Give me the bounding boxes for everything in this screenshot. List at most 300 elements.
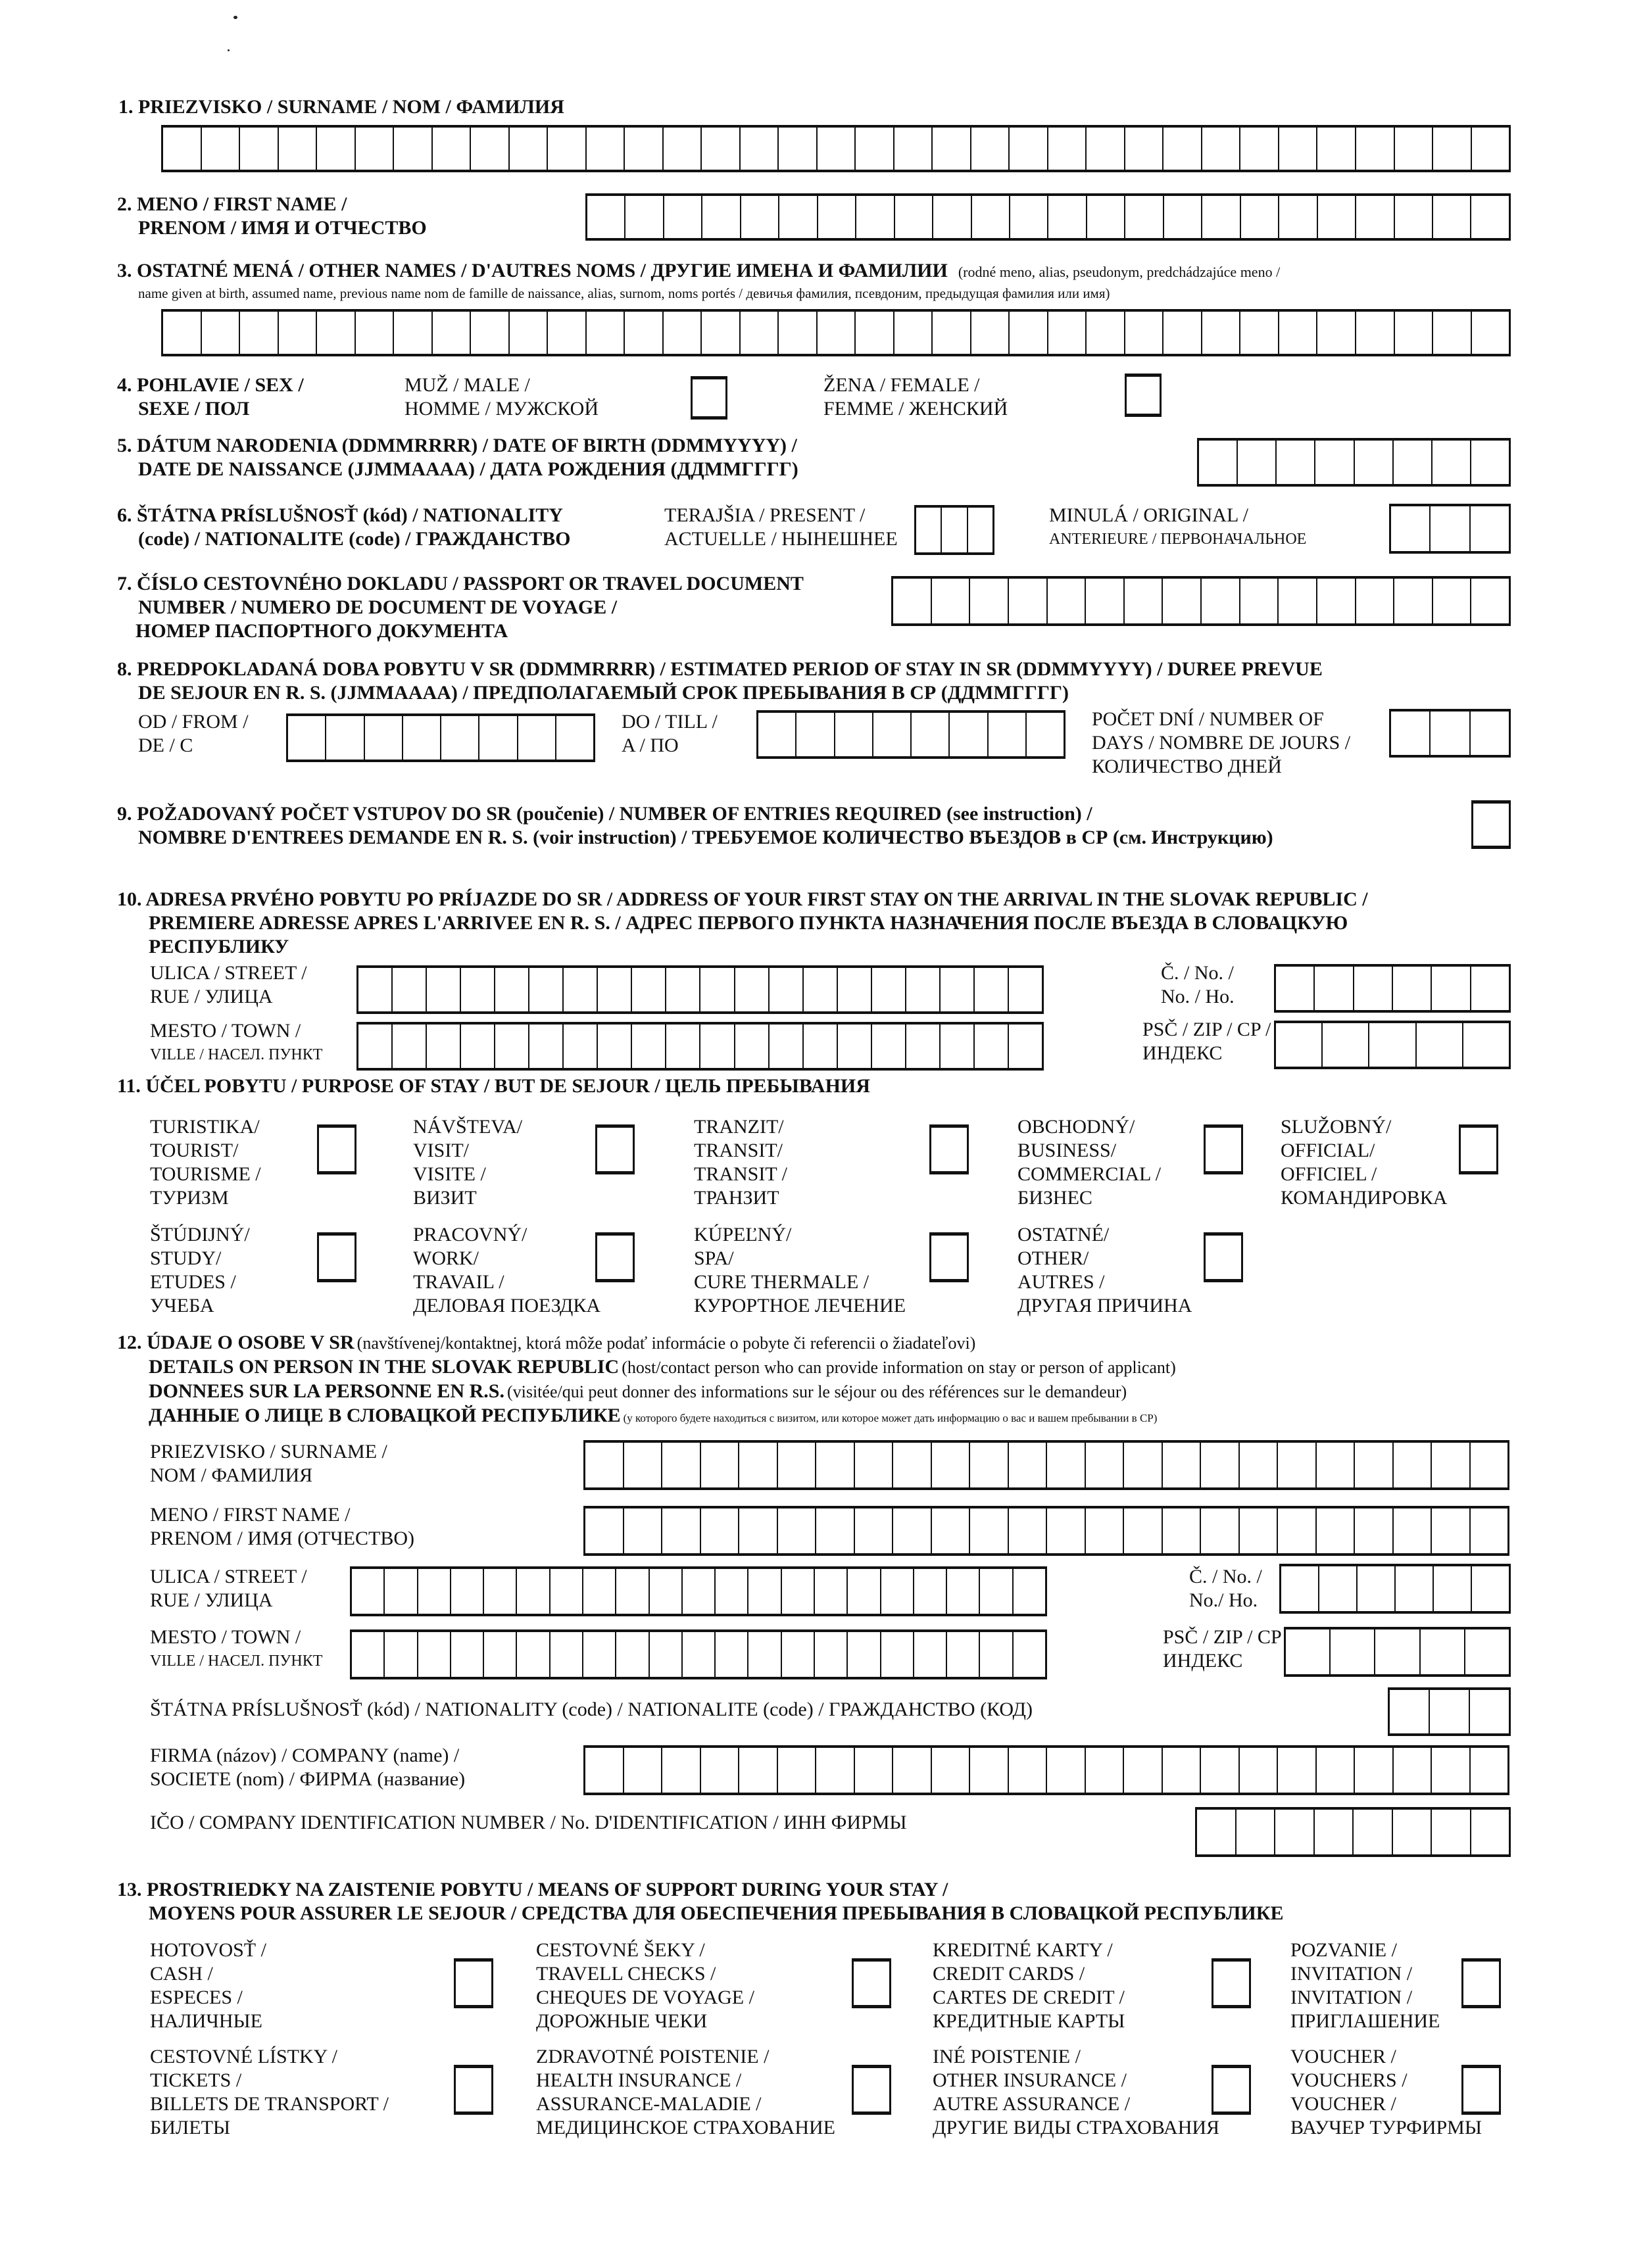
character-cell[interactable]	[616, 1632, 649, 1677]
character-cell[interactable]	[932, 579, 971, 623]
character-cell[interactable]	[352, 1569, 385, 1614]
character-cell[interactable]	[1240, 128, 1279, 170]
character-cell[interactable]	[1202, 128, 1241, 170]
character-cell[interactable]	[1317, 1443, 1356, 1487]
character-cell[interactable]	[1201, 1508, 1240, 1553]
character-cell[interactable]	[461, 968, 495, 1011]
first-stay-street-input[interactable]	[356, 965, 1044, 1014]
character-cell[interactable]	[856, 128, 894, 170]
character-cell[interactable]	[1471, 196, 1508, 238]
character-cell[interactable]	[1125, 128, 1164, 170]
character-cell[interactable]	[971, 312, 1010, 354]
character-cell[interactable]	[816, 1443, 855, 1487]
character-cell[interactable]	[1393, 967, 1432, 1010]
support-checkbox[interactable]	[454, 1958, 493, 2008]
character-cell[interactable]	[365, 716, 403, 760]
support-checkbox[interactable]	[454, 2065, 493, 2115]
character-cell[interactable]	[818, 196, 856, 238]
character-cell[interactable]	[1125, 196, 1163, 238]
first-stay-house-number-input[interactable]	[1274, 964, 1511, 1013]
character-cell[interactable]	[1317, 128, 1356, 170]
character-cell[interactable]	[1027, 713, 1064, 756]
other-names-input[interactable]	[161, 309, 1511, 356]
character-cell[interactable]	[1319, 1566, 1358, 1611]
character-cell[interactable]	[1199, 441, 1238, 484]
character-cell[interactable]	[1202, 312, 1241, 354]
support-checkbox[interactable]	[852, 2065, 891, 2115]
character-cell[interactable]	[1086, 1748, 1125, 1793]
character-cell[interactable]	[941, 968, 975, 1011]
character-cell[interactable]	[1087, 128, 1125, 170]
character-cell[interactable]	[461, 1025, 495, 1068]
character-cell[interactable]	[1086, 1443, 1125, 1487]
first-name-input[interactable]	[585, 193, 1511, 241]
character-cell[interactable]	[1163, 128, 1202, 170]
character-cell[interactable]	[1164, 196, 1202, 238]
character-cell[interactable]	[947, 1569, 980, 1614]
character-cell[interactable]	[1124, 1443, 1163, 1487]
character-cell[interactable]	[1358, 1566, 1396, 1611]
character-cell[interactable]	[564, 1025, 598, 1068]
character-cell[interactable]	[1276, 1023, 1323, 1067]
character-cell[interactable]	[1163, 1748, 1202, 1793]
character-cell[interactable]	[495, 1025, 529, 1068]
character-cell[interactable]	[1394, 1748, 1433, 1793]
character-cell[interactable]	[163, 128, 202, 170]
character-cell[interactable]	[624, 1443, 663, 1487]
character-cell[interactable]	[1009, 579, 1048, 623]
character-cell[interactable]	[451, 1632, 484, 1677]
character-cell[interactable]	[664, 196, 702, 238]
character-cell[interactable]	[202, 312, 241, 354]
character-cell[interactable]	[1433, 196, 1471, 238]
character-cell[interactable]	[479, 716, 518, 760]
character-cell[interactable]	[1281, 1566, 1319, 1611]
character-cell[interactable]	[548, 128, 587, 170]
character-cell[interactable]	[1014, 1569, 1045, 1614]
character-cell[interactable]	[1087, 196, 1125, 238]
character-cell[interactable]	[971, 128, 1010, 170]
character-cell[interactable]	[556, 716, 593, 760]
character-cell[interactable]	[471, 312, 510, 354]
character-cell[interactable]	[1278, 1443, 1317, 1487]
character-cell[interactable]	[624, 1748, 663, 1793]
character-cell[interactable]	[1317, 579, 1356, 623]
stay-till-date-input[interactable]	[756, 710, 1065, 759]
character-cell[interactable]	[1356, 312, 1395, 354]
character-cell[interactable]	[1472, 312, 1509, 354]
character-cell[interactable]	[1395, 196, 1433, 238]
character-cell[interactable]	[818, 128, 856, 170]
character-cell[interactable]	[916, 508, 942, 552]
character-cell[interactable]	[815, 1569, 848, 1614]
original-nationality-input[interactable]	[1389, 504, 1511, 554]
character-cell[interactable]	[804, 968, 838, 1011]
character-cell[interactable]	[510, 312, 549, 354]
character-cell[interactable]	[778, 1508, 817, 1553]
character-cell[interactable]	[970, 579, 1009, 623]
character-cell[interactable]	[741, 128, 779, 170]
character-cell[interactable]	[970, 1748, 1009, 1793]
character-cell[interactable]	[451, 1569, 484, 1614]
character-cell[interactable]	[1124, 1508, 1163, 1553]
character-cell[interactable]	[279, 128, 318, 170]
character-cell[interactable]	[632, 968, 666, 1011]
character-cell[interactable]	[741, 312, 779, 354]
character-cell[interactable]	[1163, 1443, 1202, 1487]
character-cell[interactable]	[1421, 1629, 1465, 1674]
character-cell[interactable]	[385, 1632, 418, 1677]
male-checkbox[interactable]	[691, 376, 727, 420]
character-cell[interactable]	[317, 128, 356, 170]
character-cell[interactable]	[358, 1025, 393, 1068]
character-cell[interactable]	[598, 968, 632, 1011]
character-cell[interactable]	[1430, 1690, 1470, 1733]
character-cell[interactable]	[1048, 312, 1087, 354]
character-cell[interactable]	[1431, 506, 1470, 551]
character-cell[interactable]	[700, 1025, 735, 1068]
character-cell[interactable]	[782, 1632, 815, 1677]
character-cell[interactable]	[739, 1508, 778, 1553]
character-cell[interactable]	[1279, 128, 1318, 170]
character-cell[interactable]	[716, 1569, 748, 1614]
character-cell[interactable]	[517, 1632, 550, 1677]
present-nationality-input[interactable]	[914, 505, 994, 555]
support-checkbox[interactable]	[1212, 1958, 1251, 2008]
character-cell[interactable]	[1417, 1023, 1463, 1067]
purpose-checkbox[interactable]	[317, 1232, 356, 1282]
character-cell[interactable]	[1394, 441, 1433, 484]
character-cell[interactable]	[1125, 579, 1163, 623]
character-cell[interactable]	[358, 968, 393, 1011]
character-cell[interactable]	[1355, 1748, 1394, 1793]
character-cell[interactable]	[1202, 196, 1240, 238]
character-cell[interactable]	[1279, 312, 1318, 354]
character-cell[interactable]	[906, 1025, 941, 1068]
character-cell[interactable]	[288, 716, 326, 760]
character-cell[interactable]	[881, 1632, 914, 1677]
character-cell[interactable]	[1323, 1023, 1369, 1067]
character-cell[interactable]	[968, 508, 992, 552]
character-cell[interactable]	[1237, 1810, 1276, 1854]
character-cell[interactable]	[932, 1443, 971, 1487]
character-cell[interactable]	[739, 1443, 778, 1487]
character-cell[interactable]	[856, 312, 894, 354]
character-cell[interactable]	[1201, 1748, 1240, 1793]
character-cell[interactable]	[894, 128, 933, 170]
character-cell[interactable]	[1009, 1748, 1048, 1793]
character-cell[interactable]	[893, 579, 932, 623]
character-cell[interactable]	[664, 128, 702, 170]
character-cell[interactable]	[893, 1748, 932, 1793]
character-cell[interactable]	[1394, 1508, 1433, 1553]
character-cell[interactable]	[1395, 128, 1434, 170]
character-cell[interactable]	[1009, 1025, 1042, 1068]
character-cell[interactable]	[1434, 1566, 1472, 1611]
character-cell[interactable]	[1240, 312, 1279, 354]
character-cell[interactable]	[1331, 1629, 1375, 1674]
character-cell[interactable]	[980, 1632, 1013, 1677]
character-cell[interactable]	[906, 968, 941, 1011]
character-cell[interactable]	[1197, 1810, 1237, 1854]
character-cell[interactable]	[587, 196, 625, 238]
character-cell[interactable]	[735, 968, 770, 1011]
purpose-checkbox[interactable]	[1459, 1124, 1498, 1174]
support-checkbox[interactable]	[1461, 2065, 1501, 2115]
character-cell[interactable]	[894, 312, 933, 354]
character-cell[interactable]	[625, 312, 664, 354]
character-cell[interactable]	[701, 1443, 740, 1487]
character-cell[interactable]	[895, 196, 933, 238]
character-cell[interactable]	[1354, 967, 1393, 1010]
character-cell[interactable]	[1394, 579, 1433, 623]
character-cell[interactable]	[393, 968, 427, 1011]
character-cell[interactable]	[662, 1748, 701, 1793]
contact-nationality-input[interactable]	[1388, 1687, 1511, 1736]
character-cell[interactable]	[1375, 1629, 1420, 1674]
character-cell[interactable]	[529, 1025, 564, 1068]
character-cell[interactable]	[1009, 968, 1042, 1011]
character-cell[interactable]	[702, 312, 741, 354]
character-cell[interactable]	[975, 968, 1009, 1011]
character-cell[interactable]	[1086, 1508, 1125, 1553]
character-cell[interactable]	[779, 312, 818, 354]
character-cell[interactable]	[700, 968, 735, 1011]
character-cell[interactable]	[624, 1508, 663, 1553]
character-cell[interactable]	[1395, 312, 1434, 354]
character-cell[interactable]	[702, 196, 741, 238]
character-cell[interactable]	[664, 312, 702, 354]
character-cell[interactable]	[1048, 579, 1087, 623]
character-cell[interactable]	[394, 312, 433, 354]
purpose-checkbox[interactable]	[1204, 1124, 1243, 1174]
character-cell[interactable]	[933, 312, 971, 354]
character-cell[interactable]	[941, 1025, 975, 1068]
character-cell[interactable]	[1394, 1443, 1433, 1487]
character-cell[interactable]	[585, 1748, 624, 1793]
character-cell[interactable]	[1317, 1748, 1356, 1793]
support-checkbox[interactable]	[852, 1958, 891, 2008]
character-cell[interactable]	[716, 1632, 748, 1677]
number-of-days-input[interactable]	[1389, 709, 1511, 758]
purpose-checkbox[interactable]	[929, 1124, 969, 1174]
character-cell[interactable]	[1472, 1566, 1509, 1611]
character-cell[interactable]	[625, 128, 664, 170]
contact-surname-input[interactable]	[583, 1440, 1509, 1490]
character-cell[interactable]	[1356, 196, 1394, 238]
character-cell[interactable]	[932, 1508, 971, 1553]
character-cell[interactable]	[202, 128, 241, 170]
female-checkbox[interactable]	[1125, 374, 1162, 417]
character-cell[interactable]	[394, 128, 433, 170]
character-cell[interactable]	[1010, 312, 1048, 354]
character-cell[interactable]	[495, 968, 529, 1011]
stay-from-date-input[interactable]	[286, 713, 595, 762]
character-cell[interactable]	[441, 716, 479, 760]
character-cell[interactable]	[393, 1025, 427, 1068]
character-cell[interactable]	[1278, 1748, 1317, 1793]
character-cell[interactable]	[1047, 1508, 1086, 1553]
character-cell[interactable]	[855, 1748, 894, 1793]
character-cell[interactable]	[778, 1748, 817, 1793]
character-cell[interactable]	[484, 1569, 517, 1614]
character-cell[interactable]	[1433, 312, 1472, 354]
character-cell[interactable]	[1471, 1748, 1508, 1793]
character-cell[interactable]	[933, 128, 971, 170]
character-cell[interactable]	[518, 716, 556, 760]
character-cell[interactable]	[517, 1569, 550, 1614]
character-cell[interactable]	[1463, 1023, 1509, 1067]
passport-number-input[interactable]	[891, 576, 1511, 626]
character-cell[interactable]	[1277, 441, 1315, 484]
entries-required-input[interactable]	[1471, 800, 1511, 849]
character-cell[interactable]	[912, 713, 950, 756]
character-cell[interactable]	[1315, 967, 1354, 1010]
character-cell[interactable]	[1369, 1023, 1416, 1067]
character-cell[interactable]	[1010, 196, 1048, 238]
character-cell[interactable]	[873, 713, 912, 756]
date-of-birth-input[interactable]	[1197, 438, 1511, 487]
character-cell[interactable]	[1433, 128, 1472, 170]
character-cell[interactable]	[666, 1025, 700, 1068]
character-cell[interactable]	[1240, 1748, 1279, 1793]
character-cell[interactable]	[1238, 441, 1277, 484]
character-cell[interactable]	[816, 1508, 855, 1553]
character-cell[interactable]	[1432, 1443, 1471, 1487]
character-cell[interactable]	[427, 1025, 461, 1068]
character-cell[interactable]	[1009, 1443, 1048, 1487]
character-cell[interactable]	[881, 1569, 914, 1614]
character-cell[interactable]	[980, 1569, 1013, 1614]
character-cell[interactable]	[739, 1748, 778, 1793]
character-cell[interactable]	[972, 196, 1010, 238]
character-cell[interactable]	[1355, 1443, 1394, 1487]
character-cell[interactable]	[650, 1632, 683, 1677]
character-cell[interactable]	[317, 312, 356, 354]
character-cell[interactable]	[1163, 579, 1202, 623]
purpose-checkbox[interactable]	[929, 1232, 969, 1282]
character-cell[interactable]	[662, 1443, 701, 1487]
character-cell[interactable]	[1354, 1810, 1393, 1854]
character-cell[interactable]	[1356, 128, 1395, 170]
character-cell[interactable]	[816, 1748, 855, 1793]
character-cell[interactable]	[942, 508, 967, 552]
character-cell[interactable]	[1391, 712, 1431, 755]
contact-first-name-input[interactable]	[583, 1506, 1509, 1556]
character-cell[interactable]	[548, 312, 587, 354]
character-cell[interactable]	[815, 1632, 848, 1677]
character-cell[interactable]	[1163, 312, 1202, 354]
character-cell[interactable]	[1472, 128, 1509, 170]
character-cell[interactable]	[662, 1508, 701, 1553]
character-cell[interactable]	[848, 1632, 881, 1677]
character-cell[interactable]	[1241, 196, 1279, 238]
character-cell[interactable]	[970, 1443, 1009, 1487]
character-cell[interactable]	[683, 1569, 716, 1614]
character-cell[interactable]	[1390, 1690, 1430, 1733]
character-cell[interactable]	[1009, 1508, 1048, 1553]
character-cell[interactable]	[758, 713, 796, 756]
character-cell[interactable]	[1048, 128, 1087, 170]
character-cell[interactable]	[782, 1569, 815, 1614]
character-cell[interactable]	[1286, 1629, 1331, 1674]
character-cell[interactable]	[352, 1632, 385, 1677]
character-cell[interactable]	[587, 128, 625, 170]
character-cell[interactable]	[433, 128, 472, 170]
character-cell[interactable]	[1047, 1443, 1086, 1487]
character-cell[interactable]	[385, 1569, 418, 1614]
character-cell[interactable]	[427, 968, 461, 1011]
character-cell[interactable]	[855, 1443, 894, 1487]
character-cell[interactable]	[1391, 506, 1431, 551]
character-cell[interactable]	[356, 128, 395, 170]
contact-zip-input[interactable]	[1284, 1627, 1511, 1677]
character-cell[interactable]	[804, 1025, 838, 1068]
character-cell[interactable]	[1393, 1810, 1433, 1854]
contact-house-number-input[interactable]	[1279, 1564, 1511, 1614]
character-cell[interactable]	[818, 312, 856, 354]
character-cell[interactable]	[1279, 579, 1317, 623]
character-cell[interactable]	[529, 968, 564, 1011]
character-cell[interactable]	[564, 968, 598, 1011]
character-cell[interactable]	[1432, 1810, 1471, 1854]
character-cell[interactable]	[1202, 579, 1240, 623]
character-cell[interactable]	[1471, 441, 1509, 484]
character-cell[interactable]	[989, 713, 1027, 756]
surname-input[interactable]	[161, 125, 1511, 172]
character-cell[interactable]	[741, 196, 779, 238]
character-cell[interactable]	[914, 1632, 947, 1677]
character-cell[interactable]	[872, 968, 906, 1011]
character-cell[interactable]	[279, 312, 318, 354]
character-cell[interactable]	[1433, 441, 1471, 484]
character-cell[interactable]	[1086, 579, 1125, 623]
character-cell[interactable]	[970, 1508, 1009, 1553]
support-checkbox[interactable]	[1212, 2065, 1251, 2115]
first-stay-zip-input[interactable]	[1274, 1021, 1511, 1069]
purpose-checkbox[interactable]	[317, 1124, 356, 1174]
character-cell[interactable]	[748, 1569, 781, 1614]
character-cell[interactable]	[632, 1025, 666, 1068]
character-cell[interactable]	[856, 196, 894, 238]
character-cell[interactable]	[1432, 1748, 1471, 1793]
character-cell[interactable]	[1163, 1508, 1202, 1553]
character-cell[interactable]	[1470, 1690, 1509, 1733]
character-cell[interactable]	[1278, 1508, 1317, 1553]
character-cell[interactable]	[1396, 1566, 1434, 1611]
character-cell[interactable]	[585, 1508, 624, 1553]
character-cell[interactable]	[1201, 1443, 1240, 1487]
character-cell[interactable]	[1471, 1508, 1508, 1553]
character-cell[interactable]	[583, 1569, 616, 1614]
character-cell[interactable]	[735, 1025, 770, 1068]
character-cell[interactable]	[1279, 196, 1317, 238]
character-cell[interactable]	[587, 312, 625, 354]
character-cell[interactable]	[1125, 312, 1164, 354]
character-cell[interactable]	[1315, 1810, 1354, 1854]
character-cell[interactable]	[433, 312, 472, 354]
character-cell[interactable]	[702, 128, 741, 170]
character-cell[interactable]	[1240, 579, 1279, 623]
character-cell[interactable]	[616, 1569, 649, 1614]
contact-street-input[interactable]	[350, 1566, 1047, 1616]
character-cell[interactable]	[403, 716, 441, 760]
character-cell[interactable]	[551, 1632, 583, 1677]
character-cell[interactable]	[914, 1569, 947, 1614]
character-cell[interactable]	[240, 128, 279, 170]
character-cell[interactable]	[701, 1748, 740, 1793]
character-cell[interactable]	[683, 1632, 716, 1677]
